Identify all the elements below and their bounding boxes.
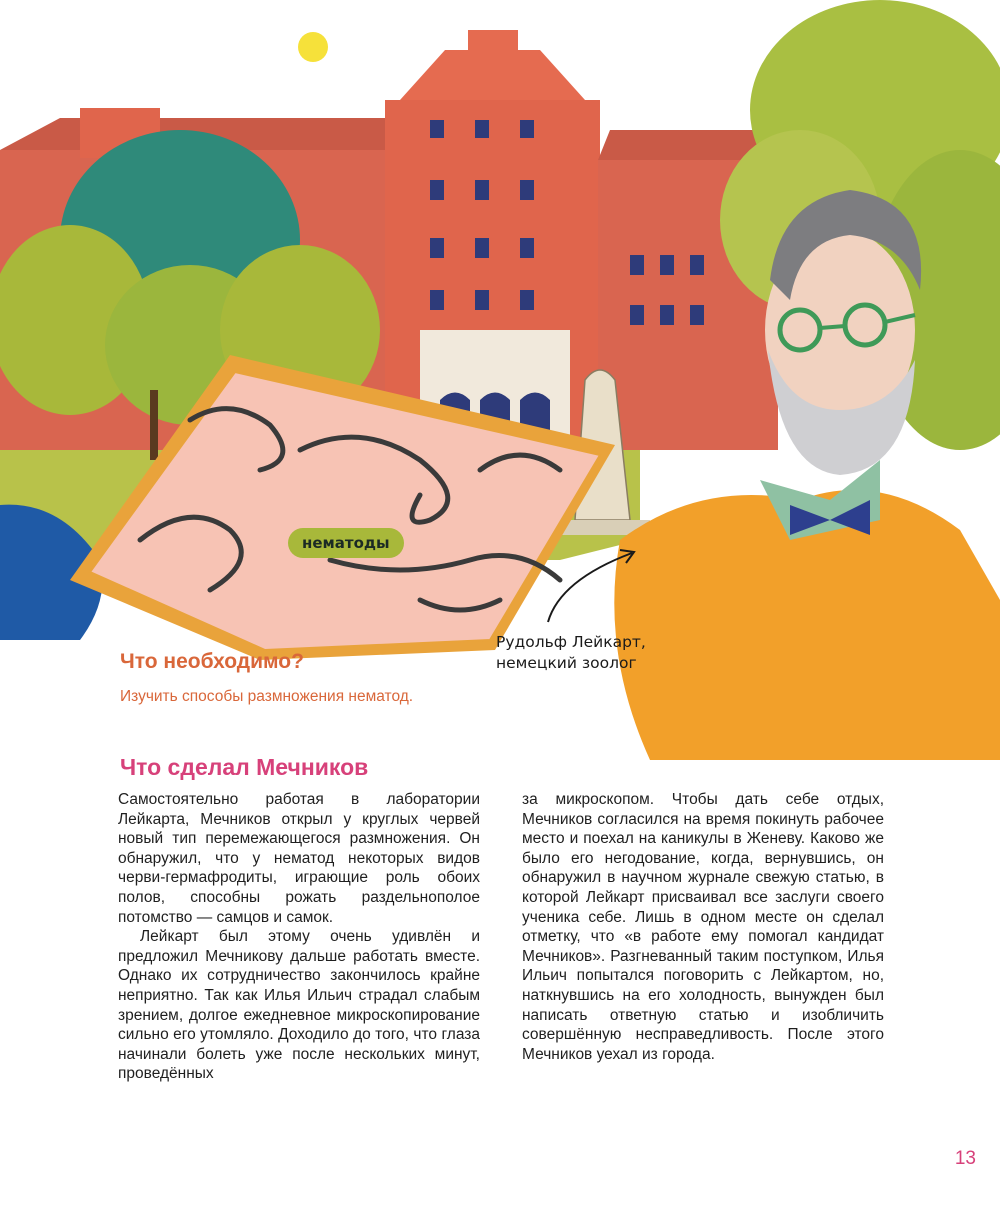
paragraph: за микроскопом. Чтобы дать себе отдых, Мечников согласился на время покинуть рабочее место и поехал на каникулы в Женеву. Каково же было его негодование, когда, вернувшись, он обнаружил в научном журнале свежую статью, в которой Лейкарт присваивал все заслуги своего ученика себе. Лишь в одном месте он сделал отметку, что «в работе ему помогал кандидат Мечников». Разгневанный таким поступком, Илья Ильич попытался поговорить с Лейкартом, но, наткнувшись на его холодность, вынужден был написать ответную статью и изобличить совершённую несправедливость. После этого Мечников уехал из города. bbox=[522, 791, 884, 1063]
column-right bbox=[522, 790, 884, 1084]
paragraph: Лейкарт был этому очень удивлён и предложил Мечникову дальше работать вместе. Однако их сотрудничество закончилось крайне неприятно. Так как Илья Ильич страдал слабым зрением, долгое ежедневное микроскопирование сильно его утомляло. Доходило до того, что глаза начинали болеть уже после нескольких минут, проведённых bbox=[118, 928, 480, 1083]
column-left bbox=[118, 790, 480, 1084]
needed-text: Изучить способы размножения нематод. bbox=[120, 688, 414, 705]
needed-heading: Что необходимо? bbox=[120, 650, 304, 673]
tower-top bbox=[468, 30, 518, 60]
paragraph: Самостоятельно работая в лаборатории Лейкарта, Мечников открыл у круглых червей новый тип перемежающегося размножения. Он обнаружил, что у нематод некоторых видов черви-гермафродиты, играющие роль обоих полов, способны рожать раздельнополое потомство — самцов и самок. bbox=[118, 791, 480, 926]
body-columns bbox=[118, 790, 884, 1084]
portrait-caption-line2: немецкий зоолог bbox=[496, 654, 637, 672]
sun bbox=[298, 32, 328, 62]
done-heading: Что сделал Мечников bbox=[120, 754, 369, 780]
page-number: 13 bbox=[954, 1148, 976, 1169]
nematode-label: нематоды bbox=[288, 528, 404, 558]
portrait-caption bbox=[496, 632, 666, 674]
portrait-caption-line1: Рудольф Лейкарт, bbox=[496, 633, 646, 651]
